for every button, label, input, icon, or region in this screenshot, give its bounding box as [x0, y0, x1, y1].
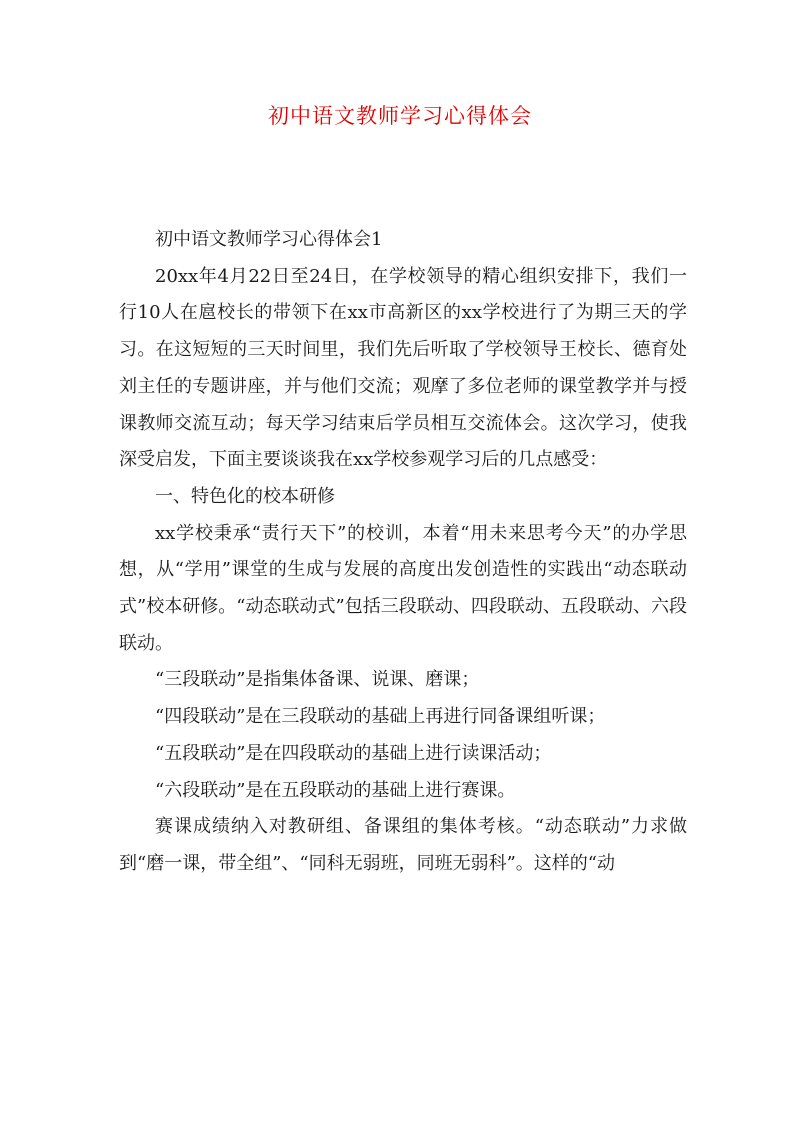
body-paragraph: “六段联动”是在五段联动的基础上进行赛课。	[155, 779, 516, 801]
document-title: 初中语文教师学习心得体会	[268, 104, 532, 128]
section-heading: 一、特色化的校本研修	[155, 485, 335, 507]
body-paragraph: “三段联动”是指集体备课、说课、磨课；	[155, 669, 480, 691]
body-paragraph: 20xx年4月22日至24日，在学校领导的精心组织安排下，我们一行10人在扈校长的带领下在xx市高新区的xx学校进行了为期三天的学习。在这短短的三天时间里，我们先后听取了学校领导王校长、德育处刘主任的专题讲座，并与他们交流；观摩了多位老师的课堂教学并与授课教师交流互动；每天学习结束后学员相互交流体会。这次学习，使我深受启发，下面主要谈谈我在xx学校参观学习后的几点感受：	[119, 265, 687, 471]
section-heading: 初中语文教师学习心得体会1	[155, 229, 383, 250]
body-paragraph: “四段联动”是在三段联动的基础上再进行同备课组听课；	[155, 706, 606, 728]
document-body	[119, 222, 687, 883]
body-paragraph: “五段联动”是在四段联动的基础上进行读课活动；	[155, 742, 552, 764]
body-paragraph: 赛课成绩纳入对教研组、备课组的集体考核。“动态联动”力求做到“磨一课，带全组”、“同科无弱班，同班无弱科”。这样的“动	[119, 816, 687, 874]
body-paragraph: xx学校秉承“责行天下”的校训，本着“用未来思考今天”的办学思想，从“学用”课堂的生成与发展的高度出发创造性的实践出“动态联动式”校本研修。“动态联动式”包括三段联动、四段联动、五段联动、六段联动。	[119, 522, 687, 654]
